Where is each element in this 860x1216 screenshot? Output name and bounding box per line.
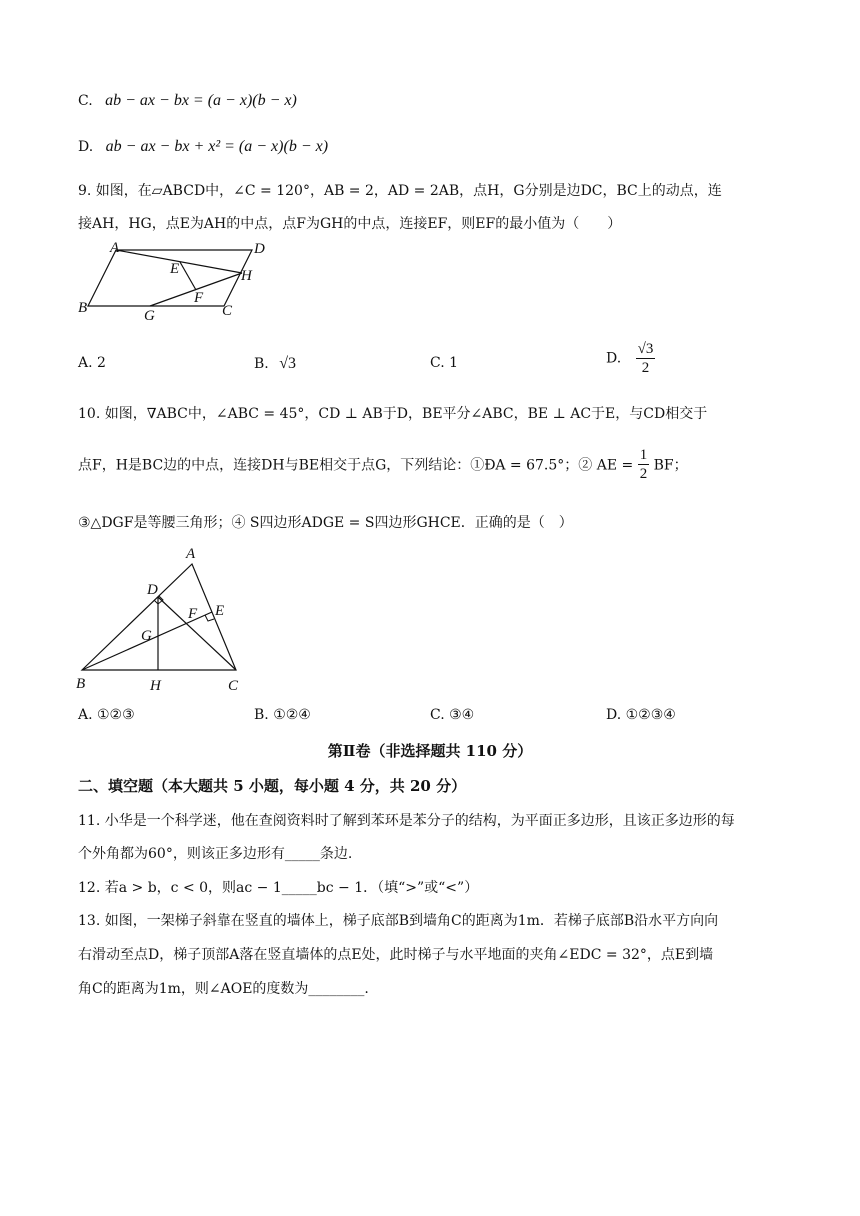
q9-label-a: A [110, 240, 120, 256]
q9-label-c: C [222, 303, 233, 319]
q10-label-d: D [147, 582, 158, 598]
q10-right-angle-e [205, 615, 214, 621]
q10-option-a: A. ①②③ [78, 707, 135, 723]
q10-stem-line2 [78, 446, 688, 483]
q8-option-d-label: D. [78, 139, 94, 155]
q10-triangle-figure [74, 542, 254, 694]
q9-label-h: H [241, 268, 252, 284]
q10-fraction-denominator: 2 [639, 466, 648, 482]
q9-option-b [254, 355, 296, 373]
q13-stem-line3: 角C的距离为1m，则∠AOE的度数为________. [78, 981, 369, 997]
part2-heading: 二、填空题（本大题共 5 小题，每小题 4 分，共 20 分） [78, 777, 467, 795]
q13-stem-line2: 右滑动至点D，梯子顶部A落在竖直墙体的点E处，此时梯子与水平地面的夹角∠EDC = 32°，点E到墙 [78, 947, 714, 963]
q9-option-d-label: D. [606, 350, 622, 367]
q10-label-f: F [188, 606, 198, 622]
q10-stem-line2-b: BF； [653, 457, 688, 474]
q10-stem-line1: 10. 如图，∇ABC中，∠ABC = 45°，CD ⊥ AB于D，BE平分∠ABC，BE ⊥ AC于E，与CD相交于 [78, 406, 708, 422]
q10-option-b: B. ①②④ [254, 707, 311, 723]
q9-label-g: G [144, 308, 155, 322]
q8-option-c [78, 92, 297, 110]
q11-stem-line2: 个外角都为60°，则该正多边形有_____条边. [78, 846, 353, 862]
q10-stem-line3: ③△DGF是等腰三角形；④ S四边形ADGE = S四边形GHCE．正确的是（ ） [78, 515, 573, 531]
q10-fraction-half [638, 446, 650, 483]
q9-stem-line1: 9. 如图，在▱ABCD中，∠C = 120°，AB = 2，AD = 2AB，点H，G分别是边DC，BC上的动点，连 [78, 183, 722, 199]
q10-label-a: A [186, 546, 196, 562]
q8-option-d-expr: ab − ax − bx + x² = (a − x)(b − x) [105, 138, 329, 155]
q10-label-c: C [228, 678, 239, 694]
q9-option-b-expr: √3 [279, 355, 296, 372]
q11-stem-line1: 11. 小华是一个科学迷，他在查阅资料时了解到苯环是苯分子的结构，为平面正多边形，且该正多边形的每 [78, 813, 735, 829]
q12-stem-line1: 12. 若a > b，c < 0，则ac − 1_____bc − 1．（填“>”或“<”） [78, 880, 479, 896]
q9-stem-line2: 接AH，HG，点E为AH的中点，点F为GH的中点，连接EF，则EF的最小值为（ ） [78, 216, 622, 232]
q10-triangle-abc [82, 564, 236, 670]
q8-option-c-expr: ab − ax − bx = (a − x)(b − x) [105, 92, 297, 109]
section-title: 第Ⅱ卷（非选择题共 110 分） [327, 742, 533, 760]
q8-option-d [78, 138, 328, 156]
q9-option-c: C. 1 [430, 355, 459, 371]
q10-fraction-numerator: 1 [639, 447, 648, 463]
q9-label-b: B [78, 300, 88, 316]
q9-label-e: E [170, 261, 180, 277]
q9-label-f: F [194, 290, 204, 306]
q9-segment-ef [180, 262, 196, 290]
q10-label-h: H [150, 678, 161, 694]
q10-label-g: G [141, 628, 152, 644]
q10-option-c: C. ③④ [430, 707, 475, 723]
q9-parallelogram-figure [74, 238, 284, 322]
q9-option-d-denominator: 2 [641, 360, 650, 376]
q9-option-d [606, 340, 655, 377]
q10-label-b: B [76, 676, 86, 692]
q10-label-e: E [215, 603, 225, 619]
q9-option-b-label: B. [254, 356, 269, 372]
q9-label-d: D [254, 241, 265, 257]
q10-option-d: D. ①②③④ [606, 707, 676, 723]
q9-option-d-numerator: √3 [637, 341, 654, 357]
q8-option-c-label: C. [78, 93, 93, 109]
q10-stem-line2-a: 点F，H是BC边的中点，连接DH与BE相交于点G，下列结论：①ÐA = 67.5°；② AE = [78, 457, 634, 474]
q13-stem-line1: 13. 如图，一架梯子斜靠在竖直的墙体上，梯子底部B到墙角C的距离为1m．若梯子底部B沿水平方向向 [78, 913, 719, 929]
q9-option-a: A. 2 [78, 355, 106, 371]
q9-option-d-fraction [636, 340, 656, 377]
